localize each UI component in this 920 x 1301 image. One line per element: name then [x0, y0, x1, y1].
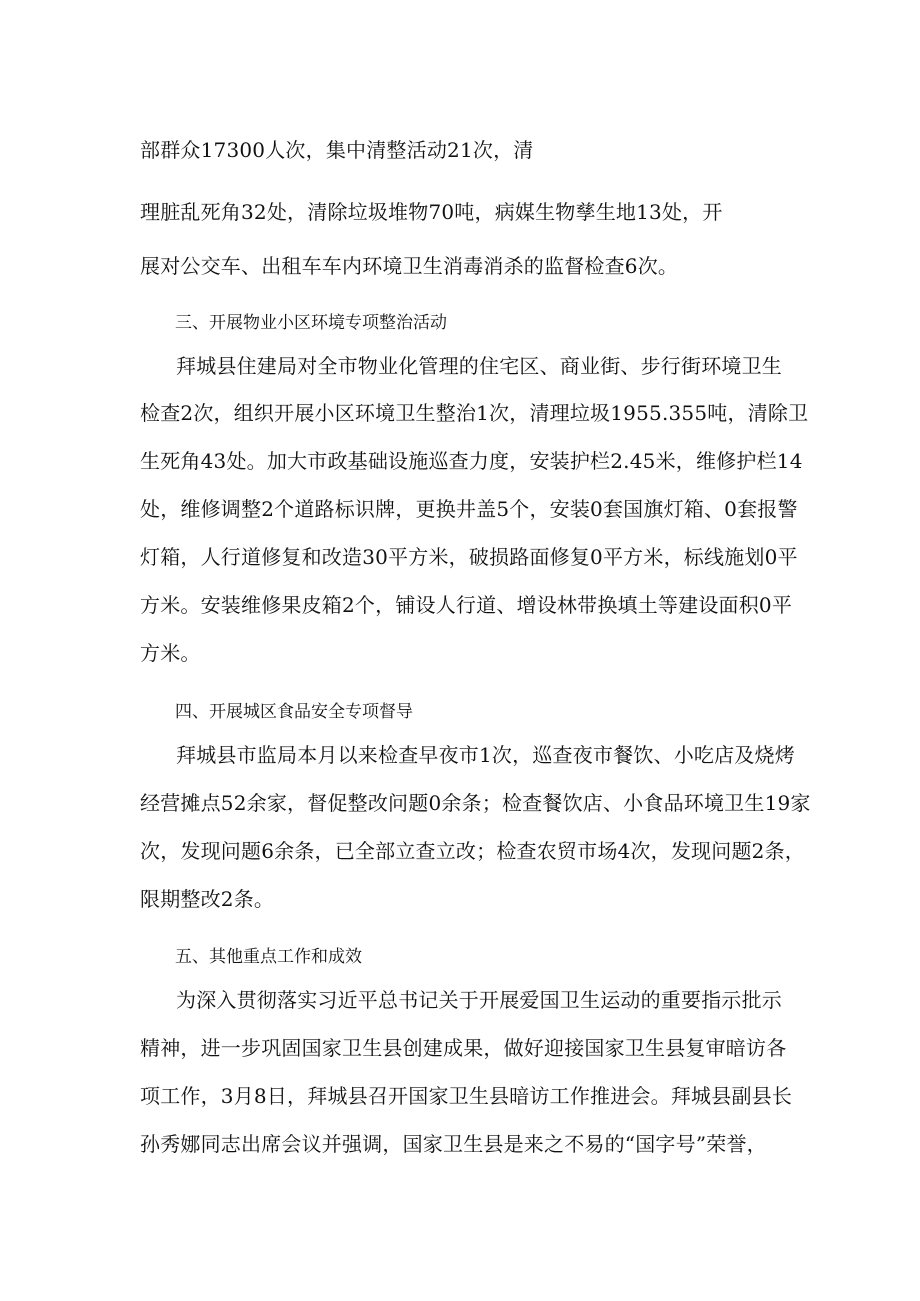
- paragraph-line: 孙秀娜同志出席会议并强调，国家卫生县是来之不易的“国字号”荣誉，: [140, 1132, 767, 1156]
- paragraph-line: 精神，进一步巩固国家卫生县创建成果，做好迎接国家卫生县复审暗访各: [140, 1036, 787, 1060]
- paragraph-line: 灯箱，人行道修复和改造30平方米，破损路面修复0平方米，标线施划0平: [140, 545, 798, 569]
- paragraph-line: 为深入贯彻落实习近平总书记关于开展爱国卫生运动的重要指示批示: [176, 988, 782, 1012]
- paragraph-line: 项工作，3月8日，拜城县召开国家卫生县暗访工作推进会。拜城县副县长: [140, 1084, 793, 1108]
- paragraph-line: 经营摊点52余家，督促整改问题0余条；检查餐饮店、小食品环境卫生19家: [140, 791, 811, 815]
- paragraph-line: 拜城县市监局本月以来检查早夜市1次，巡查夜市餐饮、小吃店及烧烤: [176, 743, 795, 767]
- paragraph-line: 部群众17300人次，集中清整活动21次，清: [140, 138, 534, 162]
- paragraph-line: 理脏乱死角32处，清除垃圾堆物70吨，病媒生物孳生地13处，开: [140, 200, 723, 224]
- paragraph-line: 拜城县住建局对全市物业化管理的住宅区、商业街、步行街环境卫生: [176, 354, 782, 378]
- paragraph-line: 方米。安装维修果皮箱2个，铺设人行道、增设林带换填土等建设面积0平: [140, 593, 793, 617]
- paragraph-line: 方米。: [140, 641, 201, 665]
- section-heading-5: 五、其他重点工作和成效: [175, 947, 362, 967]
- paragraph-line: 次，发现问题6余条，已全部立查立改；检查农贸市场4次，发现问题2条，: [140, 839, 805, 863]
- paragraph-line: 处，维修调整2个道路标识牌，更换井盖5个，安装0套国旗灯箱、0套报警: [140, 497, 798, 521]
- section-heading-4: 四、开展城区食品安全专项督导: [175, 702, 413, 722]
- paragraph-line: 展对公交车、出租车车内环境卫生消毒消杀的监督检查6次。: [140, 254, 679, 278]
- paragraph-line: 生死角43处。加大市政基础设施巡查力度，安装护栏2.45米，维修护栏14: [140, 449, 803, 473]
- paragraph-line: 检查2次，组织开展小区环境卫生整治1次，清理垃圾1955.355吨，清除卫: [140, 401, 809, 425]
- section-heading-3: 三、开展物业小区环境专项整治活动: [175, 313, 447, 333]
- paragraph-line: 限期整改2条。: [140, 887, 275, 911]
